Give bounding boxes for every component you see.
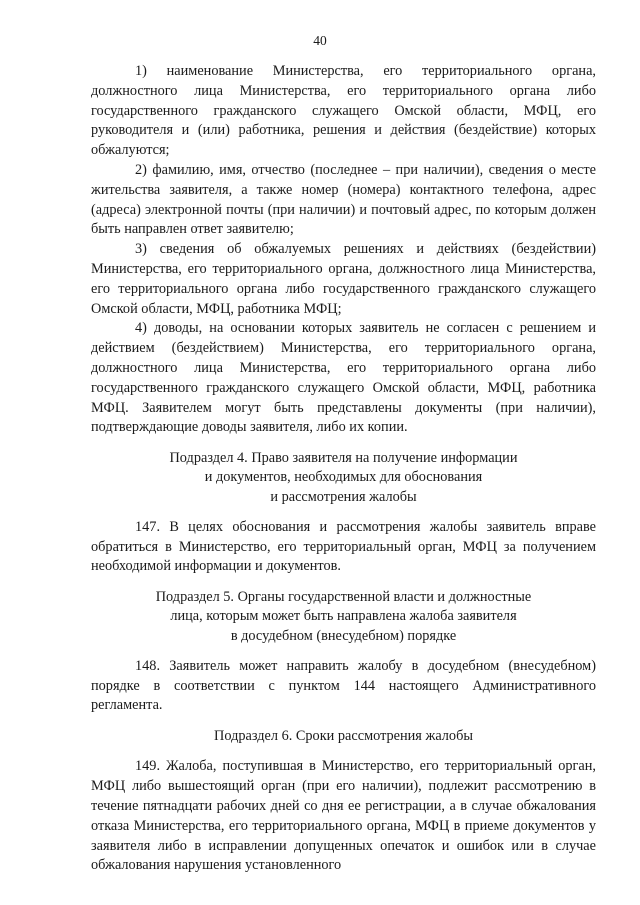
subsection-5-heading: Подраздел 5. Органы государственной власти и должностные лица, которым может быть направлена жалоба заявителя в досудебном (внесудебном) порядке (155, 589, 532, 644)
paragraph-147: 147. В целях обоснования и рассмотрения жалобы заявитель вправе обратиться в Министерство, его территориальный орган, МФЦ за получением необходимой информации и документов. (91, 518, 596, 575)
subsection-4-heading: Подраздел 4. Право заявителя на получение информации и документов, необходимых для обоснования и рассмотрения жалобы (169, 450, 518, 505)
document-body (91, 62, 596, 876)
list-item-1: 1) наименование Министерства, его территориального органа, должностного лица Министерства, его территориального органа либо государственного гражданского служащего Омской области, МФЦ, его руководителя и (или) работника, решения и действия (бездействие) которых обжалуются; (91, 63, 596, 159)
page-number: 40 (313, 33, 327, 48)
list-item-2: 2) фамилию, имя, отчество (последнее – при наличии), сведения о месте жительства заявителя, а также номер (номера) контактного телефона, адрес (адреса) электронной почты (при наличии) и почтовый адрес, по которым должен быть направлен ответ заявителю; (91, 161, 596, 238)
paragraph-149: 149. Жалоба, поступившая в Министерство, его территориальный орган, МФЦ либо вышестоящий орган (при его наличии), подлежит рассмотрению в течение пятнадцати рабочих дней со дня ее регистрации, а в случае обжалования отказа Министерства, его территориального органа, МФЦ в приеме документов у заявителя либо в исправлении допущенных опечаток и ошибок или в случае обжалования нарушения установленного (91, 758, 596, 874)
subsection-6-heading: Подраздел 6. Сроки рассмотрения жалобы (214, 728, 473, 745)
list-item-4: 4) доводы, на основании которых заявитель не согласен с решением и действием (бездействием) Министерства, его территориального органа, должностного лица Министерства, его территориального органа либо государственного гражданского служащего Омской области, МФЦ, работника МФЦ. Заявителем могут быть представлены документы (при наличии), подтверждающие доводы заявителя, либо их копии. (91, 320, 596, 436)
paragraph-148: 148. Заявитель может направить жалобу в досудебном (внесудебном) порядке в соответствии с пунктом 144 настоящего Административного регламента. (91, 657, 596, 714)
list-item-3: 3) сведения об обжалуемых решениях и действиях (бездействии) Министерства, его территориального органа, должностного лица Министерства, его территориального органа либо государственного гражданского служащего Омской области, МФЦ, работника МФЦ; (91, 241, 596, 317)
